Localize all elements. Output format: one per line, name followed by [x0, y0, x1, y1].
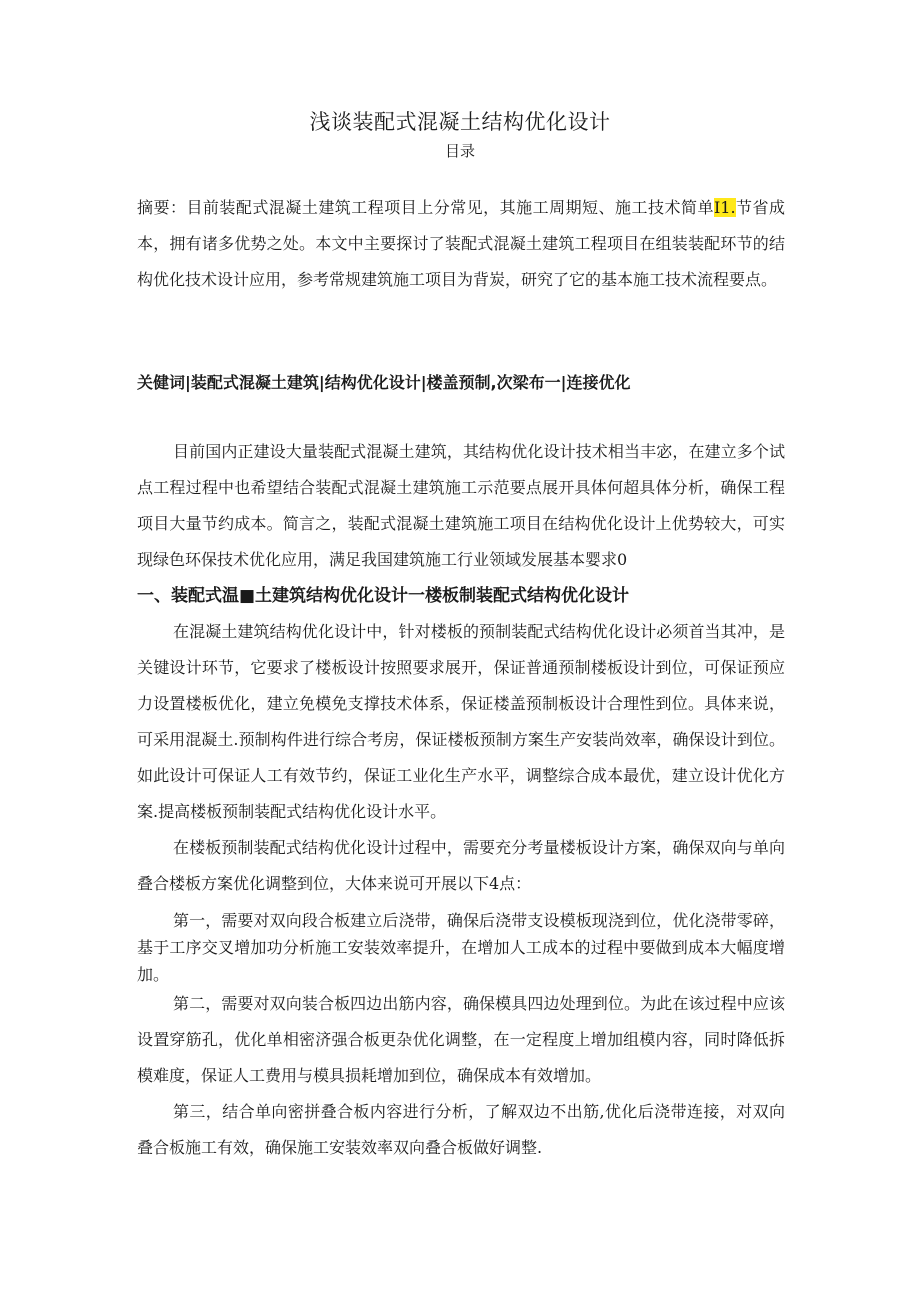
abstract-text-start: 摘要：目前装配式混凝土建筑工程项目上分常见，其施工周期短、施工技术简单 [137, 198, 714, 217]
toc-label: 目录 [444, 142, 475, 160]
point-paragraph-3: 第三，结合单向密拼叠合板内容进行分析，了解双边不出筋,优化后浇带连接，对双向叠合板施工有效，确保施工安装效率双向叠合板做好调整. [137, 1102, 785, 1157]
section-heading: 一、装配式温■土建筑结构优化设计一楼板制装配式结构优化设计 [137, 586, 630, 606]
body-paragraph-2: 在楼板预制装配式结构优化设计过程中，需要充分考量楼板设计方案，确保双向与单向叠合楼板方案优化调整到位，大体来说可开展以下4点： [137, 838, 785, 893]
point-paragraph-1: 第一，需要对双向段合板建立后浇带，确保后浇带支设模板现浇到位，优化浇带零碎，基于工序交叉增加功分析施工安装效率提升，在增加人工成本的过程中要做到成本大幅度增加。 [137, 911, 785, 984]
document-title: 浅谈装配式混凝土结构优化设计 [309, 110, 611, 134]
abstract-paragraph [137, 190, 785, 298]
point-paragraph-2: 第二，需要对双向装合板四边出筋内容，确保模具四边处理到位。为此在该过程中应该设置穿筋孔，优化单相密济强合板更杂优化调整，在一定程度上增加组模内容，同时降低拆模难度，保证人工费用与模具损耗增加到位，确保成本有效增加。 [137, 994, 785, 1085]
abstract-text-end: 节省成本，拥有诸多优势之处。本文中主要探讨了装配式混凝土建筑工程项目在组装装配环节的结构优化技术设计应用，参考常规建筑施工项目为背炭，研究了它的基本施工技术流程要点。 [137, 198, 785, 289]
highlighted-text: I1. [713, 198, 736, 217]
keywords-line: 关健词|装配式混凝土建筑|结构优化设计|楼盖预制,次梁布一|连接优化 [137, 373, 631, 392]
intro-paragraph: 目前国内正建设大量装配式混凝土建筑，其结构优化设计技术相当丰宓，在建立多个试点工程过程中也希望结合装配式混凝土建筑施工示范要点展开具体何超具体分析，确保工程项目大量节约成本。简言之，装配式混凝土建筑施工项目在结构优化设计上优势较大，可实现绿色环保技术优化应用，满足我国建筑施工行业领域发展基本婴求0 [137, 442, 785, 569]
body-paragraph-1: 在混凝土建筑结构优化设计中，针对楼板的预制装配式结构优化设计必须首当其冲，是关键设计环节，它要求了楼板设计按照要求展开，保证普通预制楼板设计到位，可保证预应力设置楼板优化，建立免模免支撑技术体系，保证楼盖预制板设计合理性到位。具体来说，可采用混凝土.预制构件进行综合考房，保证楼板预制方案生产安装尚效率，确保设计到位。如此设计可保证人工有效节约，保证工业化生产水平，调整综合成本最优，建立设计优化方案.提高楼板预制装配式结构优化设计水平。 [137, 622, 785, 821]
